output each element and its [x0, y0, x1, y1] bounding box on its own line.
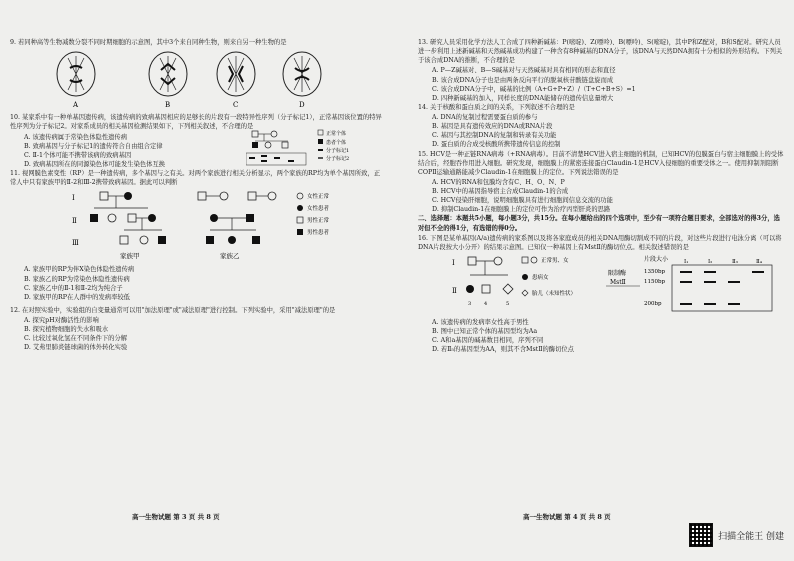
watermark-text: 扫描全能王 创建	[718, 531, 784, 542]
q15-option-d: D. 抑制Claudin-1在细胞膜上的定位可作为治疗丙型肝炎的思路	[432, 206, 611, 214]
q10-legend-marker2: 分子标记2	[326, 155, 350, 162]
q16-size-1150: 1150bp	[644, 278, 666, 285]
q13-option-c: C. 该合成DNA分子中，碱基的比例（A+G+P+Z）/（T+C+B+S）=1	[432, 85, 636, 93]
q16-stem: 16. 下图是某单基因(A/a)遗传病的家系图以及将各家庭成员的相关DNA用酶切割成不同的片段，对这些片段进行电泳分离（可以将DNA片段按大小分开）的结果示意图。已知仅一种基因上有MstⅡ的酶切位点。相关叙述错误的是	[418, 234, 782, 251]
q13-stem: 13. 研究人员采用化学方法人工合成了四种新碱基：P(嘧啶)、Z(嘌呤)、B(嘌呤)、S(嘧啶)，其中P和Z配对，B和S配对。研究人员进一步利用上述新碱基和天然碱基成功构建了一种含有8种碱基的DNA分子，该DNA与天然DNA拥有十分相似的外形结构。下列关于该合成DNA的推断，不合理的是	[418, 39, 783, 65]
q10-legend-normal: 正常个体	[326, 130, 347, 137]
q11-legend-female-patient: 女性患者	[307, 206, 330, 213]
q15-option-c: C. HCV侵染肝细胞，说明细胞膜具有进行细胞间信息交流的功能	[432, 197, 613, 205]
q16-gen-2: Ⅱ	[452, 286, 457, 295]
q16-option-a: A. 该遗传病的发病率女性高于男性	[432, 319, 529, 326]
q16-enzyme-name: MstⅡ	[610, 278, 626, 286]
q14-option-c: C. 基因与其控制DNA的复制和转录有关功能	[432, 132, 557, 140]
q12-option-c: C. 比较过氧化氢在不同条件下的分解	[24, 335, 128, 343]
q10-option-c: C. Ⅱ-1个体可能不携带该病的致病基因	[24, 151, 132, 159]
cell-d	[283, 52, 321, 96]
q10-option-b: B. 致病基因与分子标记1的遗传符合自由组合定律	[24, 142, 163, 150]
q15-option-b: B. HCV中的基因指导宿主合成Claudin-1的合成	[432, 188, 569, 195]
q11-gen-1: Ⅰ	[72, 194, 75, 203]
q12-option-b: B. 探究植物细胞的失水和吸水	[24, 326, 109, 334]
cell-label-a: A	[73, 101, 79, 110]
q11-legend-male-normal: 男性正常	[307, 218, 330, 225]
q14-option-b: B. 基因是具有遗传效应的DNA或RNA片段	[432, 123, 553, 131]
q10-option-a: A. 该遗传病属于常染色体隐性遗传病	[24, 133, 128, 141]
q10-legend-marker1: 分子标记1	[326, 147, 350, 154]
qr-code-icon	[689, 523, 713, 547]
cell-c	[217, 52, 255, 96]
q11-pedigree-figures	[10, 188, 386, 262]
q16-option-d: D. 若Ⅱ₅的基因型为AA，则其不含MstⅡ的酶切位点	[432, 346, 574, 354]
q11-option-a: A. 家族甲的RP为伴X染色体隐性遗传病	[24, 266, 135, 274]
q11-legend-male-patient: 男性患者	[307, 230, 330, 237]
q11-option-b: B. 家族乙的RP为常染色体隐性遗传病	[24, 275, 130, 283]
q14-stem: 14. 关于核酸和蛋白质之间的关系，下列叙述不合理的是	[418, 103, 575, 111]
svg-text:5: 5	[506, 300, 510, 307]
q16-size-200: 200bp	[644, 300, 662, 307]
q16-legend-normal: 正常男、女	[541, 257, 569, 264]
q16-legend-patient: 患病女	[532, 274, 549, 281]
q15-option-a: A. HCV的RNA和包膜均含有C、H、O、N、P	[432, 178, 565, 186]
cell-label-d: D	[299, 101, 305, 110]
q12-option-a: A. 探究pH对酶活性的影响	[24, 317, 99, 324]
cell-label-c: C	[233, 101, 239, 110]
q16-lane-1: Ⅰ₁	[684, 258, 689, 265]
q12-option-d: D. 艾弗里肺炎链球菌的体外转化实验	[24, 344, 128, 352]
q16-gel-title: 片段大小	[644, 255, 669, 263]
q14-option-d: D. 蛋白质的合成受核酸所携带遗传信息的控制	[432, 141, 561, 149]
q13-option-d: D. 四种新碱基的加入，同样长度的DNA能储存的遗传信息量增大	[432, 94, 614, 102]
q16-lane-2: Ⅰ₂	[708, 258, 713, 265]
q16-enzyme-label: 限制酶	[608, 269, 627, 277]
svg-text:4: 4	[484, 300, 488, 307]
cell-b	[149, 52, 187, 96]
q16-size-1350: 1350bp	[644, 268, 666, 275]
q11-gen-2: Ⅱ	[72, 217, 77, 226]
q11-gen-3: Ⅲ	[72, 239, 79, 248]
q11-option-d: D. 家族甲的RP在人群中的发病率较低	[24, 293, 130, 301]
q10-pedigree-figure	[246, 127, 386, 169]
q16-pedigree-and-gel	[418, 253, 786, 315]
q10-option-d: D. 致病基因所在的同源染色体可能发生染色体互换	[24, 160, 166, 168]
cell-a	[57, 52, 95, 96]
q12-stem: 12. 在对照实验中，实验组的自变量通常可以用"加法原理"或"减法原理"进行控制。下列实验中，采用"减法原理"的是	[10, 306, 336, 314]
left-page	[10, 38, 386, 508]
section-2-instructions: 二、选择题：本题共5小题，每小题3分，共15分。在每小题给出的四个选项中，至少有一项符合题目要求，全部选对的得3分，选对但不全的得1分，有选错的得0分。	[418, 215, 780, 232]
q16-gen-1: Ⅰ	[452, 258, 455, 267]
scanner-watermark	[689, 523, 784, 547]
q11-legend-female-normal: 女性正常	[307, 194, 330, 201]
q15-stem: 15. HCV是一种正链RNA病毒（+RNA病毒）。目前不清楚HCV进入宿主细胞的机制，已知HCV的包膜蛋白与宿主细胞膜上的受体结合后，经胞吞作用进入细胞。研究发现，细胞膜上的紧密连接蛋白Claudin-1是HCV入侵细胞的重要受体之一。使用抑制剂阻断COPⅡ运输通路能减少Claudin-1在细胞膜上的定位。下列说法错误的是	[418, 150, 784, 176]
family-a-pedigree	[90, 192, 166, 244]
right-page	[418, 38, 786, 508]
q16-lane-4: Ⅱ₄	[756, 258, 762, 265]
q10-stem: 10. 某家系中有一种单基因遗传病，该遗传病的致病基因相应的足够长的片段有一段特异性序列（分子标记1），正常基因该位置的特异性序列为分子标记2。对家系成员的相关基因检测结果如下，下列相关叙述，不合理的是	[10, 114, 382, 131]
q13-option-a: A. P—Z碱基对、B—S碱基对与天然碱基对具有相同的形态和直径	[432, 67, 616, 75]
q9-stem: 9. 若同种高等生物减数分裂不同时期细胞的示意图，其中3个来自同种生物，则来自另一种生物的是	[10, 39, 287, 46]
q11-option-c: C. 家族乙中的Ⅱ-1和Ⅱ-2均为纯合子	[24, 284, 123, 292]
q10-legend-patient: 患者个体	[326, 139, 347, 146]
family-b-pedigree	[198, 192, 276, 244]
q11-family-a-label: 家族甲	[120, 252, 140, 261]
q11-stem: 11. 视网膜色素变性（RP）是一种遗传病，多个基因与之有关。对两个家族进行相关分析显示，两个家族的RP均为单个基因所致，正常人中只有家族甲的Ⅱ-2和Ⅲ-2携带致病基因。据此可以判断	[10, 170, 381, 187]
q11-family-b-label: 家族乙	[220, 252, 240, 261]
q14-option-a: A. DNA的复制过程需要蛋白质的参与	[432, 114, 538, 121]
cell-label-b: B	[165, 101, 171, 110]
q13-option-b: B. 该合成DNA分子也是由两条反向平行的脱氧核苷酸链盘旋而成	[432, 76, 614, 84]
svg-text:3: 3	[468, 300, 472, 307]
q16-lane-3: Ⅱ₃	[732, 258, 738, 265]
q16-option-c: C. A和a基因的碱基数目相同，序列不同	[432, 337, 544, 345]
q9-cell-figures	[10, 48, 380, 110]
q16-legend-fetus: 胎儿（未知性状）	[532, 290, 577, 297]
left-page-footer: 高一生物试题 第 3 页 共 8 页	[132, 513, 220, 521]
q16-option-b: B. 图中已知正常个体的基因型均为Aa	[432, 328, 538, 336]
right-page-footer: 高一生物试题 第 4 页 共 8 页	[523, 513, 611, 521]
